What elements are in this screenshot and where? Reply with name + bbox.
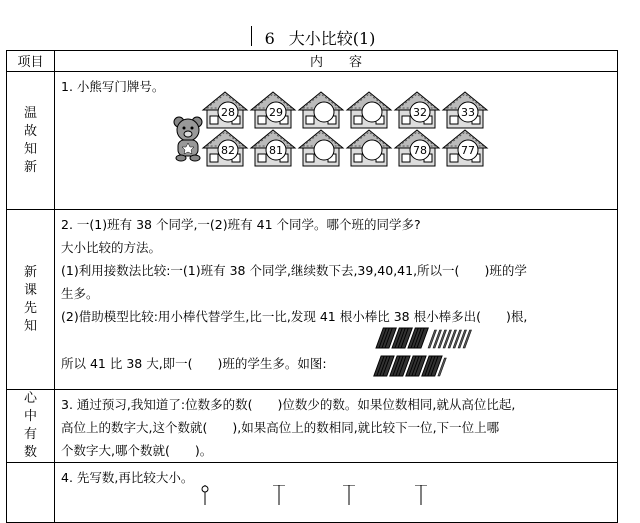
house — [299, 130, 343, 166]
section-review-content — [55, 72, 618, 210]
house — [347, 92, 391, 128]
summary-line-1: 3. 通过预习,我知道了:位数多的数( )位数少的数。如果位数相同,就从高位比起, — [61, 397, 516, 412]
house-illustration — [61, 98, 611, 176]
lesson-title: 大小比较(1) — [288, 29, 376, 48]
lesson-table — [6, 50, 618, 523]
house-number: 32 — [413, 106, 427, 119]
house-number: 28 — [221, 106, 235, 119]
question-2-text: 2. 一(1)班有 38 个同学,一(2)班有 41 个同学。哪个班的同学多? — [61, 217, 421, 232]
section-label-summary: 心 中 有 数 — [7, 390, 55, 463]
method-1-line-2: 生多。 — [61, 286, 99, 301]
abacus-illustration — [195, 485, 495, 505]
house — [251, 92, 295, 128]
house — [251, 130, 295, 166]
house — [203, 130, 247, 166]
summary-line-2: 高位上的数字大,这个数就( ),如果高位上的数相同,就比较下一位,下一位上哪 — [61, 420, 500, 435]
section-label-practice — [7, 463, 55, 523]
page-title — [0, 26, 640, 49]
house — [443, 130, 487, 166]
house — [443, 92, 487, 128]
section-label-preview: 新 课 先 知 — [7, 210, 55, 390]
house-number: 29 — [269, 106, 283, 119]
house — [299, 92, 343, 128]
sticks-illustration — [370, 326, 490, 382]
house-number: 78 — [413, 144, 427, 157]
question-4-text: 4. 先写数,再比较大小。 — [61, 470, 194, 485]
question-1-text: 1. 小熊写门牌号。 — [61, 79, 165, 94]
method-2-line-2: 所以 41 比 38 大,即一( )班的学生多。如图: — [61, 356, 327, 371]
summary-line-3: 个数字大,哪个数就( )。 — [61, 443, 213, 458]
lesson-number: 6 — [264, 29, 275, 48]
text-cursor — [251, 26, 252, 46]
method-2-line-1: (2)借助模型比较:用小棒代替学生,比一比,发现 41 根小棒比 38 根小棒多出( )根, — [61, 309, 528, 324]
house — [395, 130, 439, 166]
method-heading: 大小比较的方法。 — [61, 240, 162, 255]
section-preview-content — [55, 210, 618, 390]
house — [203, 92, 247, 128]
bear-icon — [171, 116, 205, 162]
house — [347, 130, 391, 166]
header-content-label: 内 容 — [55, 51, 618, 72]
house-number: 81 — [269, 144, 283, 157]
house-number: 77 — [461, 144, 475, 157]
houses-svg — [201, 90, 501, 174]
house-number: 82 — [221, 144, 235, 157]
house-number: 33 — [461, 106, 475, 119]
section-label-review: 温 故 知 新 — [7, 72, 55, 210]
house — [395, 92, 439, 128]
section-summary-content — [55, 390, 618, 463]
method-1-line-1: (1)利用接数法比较:一(1)班有 38 个同学,继续数下去,39,40,41,所以一( )班的学 — [61, 263, 527, 278]
section-practice-content — [55, 463, 618, 523]
header-item-label: 项目 — [7, 51, 55, 72]
